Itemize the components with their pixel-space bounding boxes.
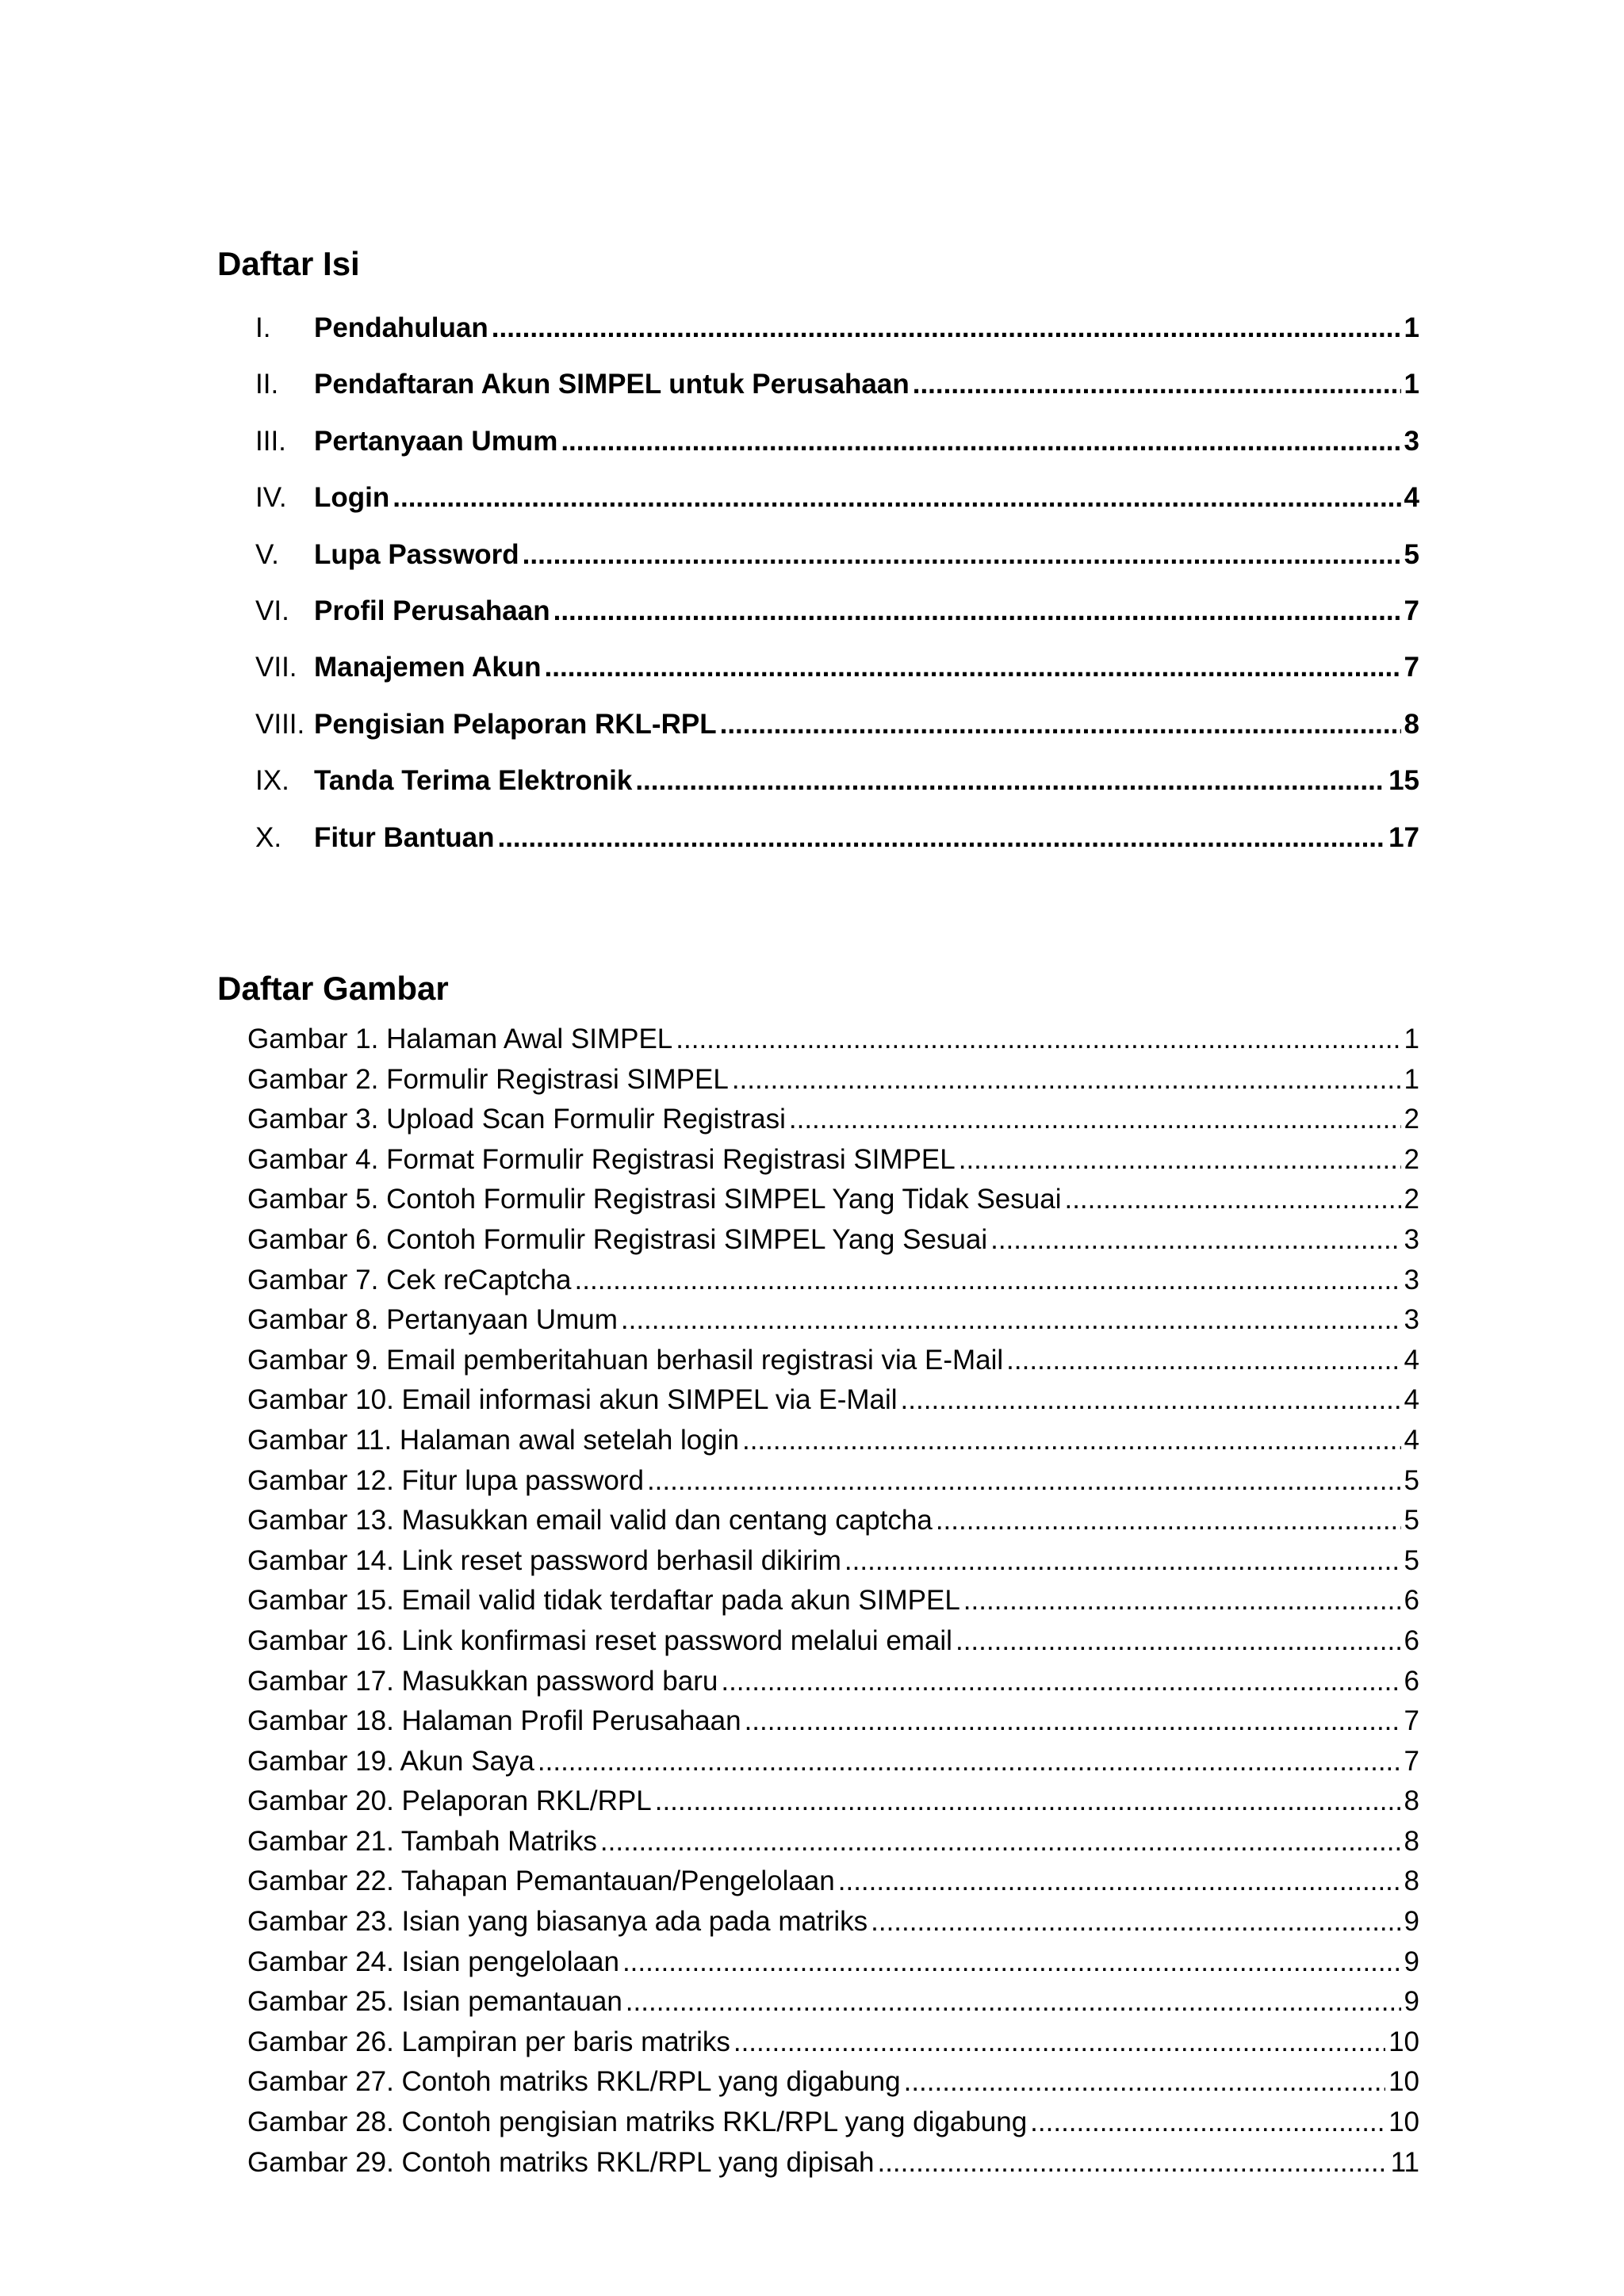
- figure-entry[interactable]: [247, 1342, 1419, 1383]
- figure-entry[interactable]: [247, 1663, 1419, 1704]
- figure-entry-page: 3: [1404, 1223, 1419, 1255]
- figures-heading: Daftar Gambar: [217, 970, 449, 1007]
- toc-entry[interactable]: [255, 424, 1419, 480]
- figure-entry-title: Gambar 3. Upload Scan Formulir Registrasi: [247, 1104, 786, 1135]
- figure-entry-title: Gambar 17. Masukkan password baru: [247, 1665, 718, 1697]
- toc-entry-number: VIII.: [255, 708, 305, 740]
- figure-entry-title: Gambar 28. Contoh pengisian matriks RKL/RPL yang digabung: [247, 2107, 1028, 2138]
- figure-entry[interactable]: [247, 1582, 1419, 1623]
- figure-entry-title: Gambar 22. Tahapan Pemantauan/Pengelolaan: [247, 1866, 835, 1897]
- figure-entry-title: Gambar 10. Email informasi akun SIMPEL via E-Mail: [247, 1384, 898, 1416]
- figure-entry[interactable]: [247, 1783, 1419, 1823]
- dot-leader: [626, 1984, 1401, 2020]
- toc-entry-link[interactable]: [314, 763, 1419, 798]
- figure-entry[interactable]: [247, 1382, 1419, 1422]
- toc-entry[interactable]: [255, 763, 1419, 820]
- dot-leader: [538, 1743, 1401, 1780]
- figure-entry[interactable]: [247, 2064, 1419, 2104]
- dot-leader: [745, 1703, 1401, 1739]
- dot-leader: [523, 538, 1401, 572]
- dot-leader: [732, 1062, 1401, 1098]
- toc-entry-title: Fitur Bantuan: [314, 821, 495, 853]
- figure-entry-title: Gambar 19. Akun Saya: [247, 1745, 534, 1777]
- toc-entry-page: 7: [1404, 652, 1419, 683]
- dot-leader: [492, 311, 1401, 346]
- figure-entry[interactable]: [247, 1021, 1419, 1062]
- dot-leader: [838, 1863, 1401, 1900]
- toc-entry-page: 15: [1388, 765, 1419, 797]
- figure-entry-page: 5: [1404, 1544, 1419, 1576]
- toc-entry-link[interactable]: [314, 424, 1419, 459]
- figure-entry[interactable]: [247, 1062, 1419, 1102]
- dot-leader: [553, 594, 1401, 629]
- figure-entry[interactable]: [247, 1181, 1419, 1222]
- toc-entry-title: Login: [314, 482, 390, 514]
- figure-entry-title: Gambar 20. Pelaporan RKL/RPL: [247, 1785, 652, 1817]
- figure-entry-page: 6: [1404, 1585, 1419, 1617]
- toc-heading: Daftar Isi: [217, 245, 360, 282]
- figure-entry-page: 11: [1390, 2146, 1419, 2178]
- dot-leader: [956, 1623, 1401, 1659]
- toc-entry-link[interactable]: [314, 480, 1419, 515]
- figure-entry[interactable]: [247, 1142, 1419, 1182]
- figure-entry[interactable]: [247, 2104, 1419, 2145]
- toc-entry-number: V.: [255, 538, 279, 570]
- dot-leader: [561, 424, 1400, 459]
- figure-entry-page: 2: [1404, 1104, 1419, 1135]
- toc-entry-page: 1: [1404, 369, 1419, 400]
- toc-entry-number: IV.: [255, 482, 287, 514]
- figure-entry-page: 9: [1404, 1986, 1419, 2018]
- toc-entry[interactable]: [255, 707, 1419, 763]
- figure-entry-page: 1: [1404, 1063, 1419, 1095]
- toc-entry-page: 8: [1404, 708, 1419, 740]
- figure-entry-title: Gambar 5. Contoh Formulir Registrasi SIMPEL Yang Tidak Sesuai: [247, 1184, 1062, 1215]
- toc-entry-link[interactable]: [314, 821, 1419, 855]
- toc-entry[interactable]: [255, 594, 1419, 650]
- dot-leader: [871, 1904, 1400, 1940]
- toc-entry-number: III.: [255, 425, 286, 457]
- figure-entry-title: Gambar 11. Halaman awal setelah login: [247, 1424, 739, 1456]
- figure-entry-page: 7: [1404, 1745, 1419, 1777]
- figure-entry-page: 10: [1388, 2026, 1419, 2057]
- dot-leader: [497, 821, 1385, 855]
- dot-leader: [575, 1262, 1401, 1299]
- figure-entry-title: Gambar 18. Halaman Profil Perusahaan: [247, 1705, 741, 1737]
- dot-leader: [733, 2024, 1385, 2061]
- dot-leader: [635, 763, 1385, 798]
- figure-entry-page: 9: [1404, 1946, 1419, 1977]
- toc-entry-number: I.: [255, 312, 271, 343]
- figure-entry-page: 6: [1404, 1624, 1419, 1656]
- figure-entry-title: Gambar 24. Isian pengelolaan: [247, 1946, 619, 1977]
- toc-entry-title: Lupa Password: [314, 538, 519, 570]
- dot-leader: [913, 367, 1401, 402]
- figure-entry-page: 10: [1388, 2107, 1419, 2138]
- figure-entry[interactable]: [247, 1904, 1419, 1944]
- toc-entry[interactable]: [255, 821, 1419, 877]
- figure-entry-title: Gambar 23. Isian yang biasanya ada pada matriks: [247, 1906, 868, 1938]
- dot-leader: [393, 480, 1400, 515]
- figure-entry-title: Gambar 9. Email pemberitahuan berhasil registrasi via E-Mail: [247, 1344, 1004, 1376]
- figure-entry-title: Gambar 12. Fitur lupa password: [247, 1464, 644, 1496]
- dot-leader: [622, 1944, 1401, 1980]
- figure-entry-page: 3: [1404, 1264, 1419, 1295]
- toc-entry-title: Pendahuluan: [314, 312, 488, 343]
- dot-leader: [720, 707, 1401, 742]
- figure-entry[interactable]: [247, 1422, 1419, 1463]
- figure-entry-title: Gambar 27. Contoh matriks RKL/RPL yang digabung: [247, 2066, 901, 2098]
- figure-entry-page: 7: [1404, 1705, 1419, 1737]
- figure-entry[interactable]: [247, 1543, 1419, 1583]
- toc-entry-number: II.: [255, 369, 279, 400]
- figure-entry-title: Gambar 2. Formulir Registrasi SIMPEL: [247, 1063, 729, 1095]
- dot-leader: [1030, 2104, 1385, 2141]
- dot-leader: [600, 1823, 1401, 1860]
- figure-entry-title: Gambar 7. Cek reCaptcha: [247, 1264, 572, 1295]
- toc-entry[interactable]: [255, 480, 1419, 537]
- toc-entry-page: 5: [1404, 538, 1419, 570]
- toc-entry-number: VI.: [255, 595, 289, 626]
- figure-entry-title: Gambar 6. Contoh Formulir Registrasi SIMPEL Yang Sesuai: [247, 1223, 988, 1255]
- figure-entry[interactable]: [247, 1101, 1419, 1142]
- figure-entry[interactable]: [247, 1823, 1419, 1864]
- figure-entry[interactable]: [247, 1743, 1419, 1784]
- dot-leader: [936, 1502, 1401, 1539]
- figure-entry-title: Gambar 16. Link konfirmasi reset password melalui email: [247, 1624, 952, 1656]
- toc-entry-number: IX.: [255, 765, 289, 797]
- toc-entry-number: VII.: [255, 652, 297, 683]
- figure-entry[interactable]: [247, 2024, 1419, 2064]
- dot-leader: [545, 650, 1401, 685]
- dot-leader: [904, 2064, 1385, 2100]
- figure-entry[interactable]: [247, 1863, 1419, 1904]
- toc-entry-title: Pendaftaran Akun SIMPEL untuk Perusahaan: [314, 369, 910, 400]
- figure-entry-page: 4: [1404, 1344, 1419, 1376]
- toc-entry-title: Pertanyaan Umum: [314, 425, 558, 457]
- figure-entry-title: Gambar 4. Format Formulir Registrasi Registrasi SIMPEL: [247, 1143, 956, 1175]
- dot-leader: [621, 1302, 1401, 1338]
- toc-entry-link[interactable]: [314, 650, 1419, 685]
- figure-entry-page: 5: [1404, 1505, 1419, 1536]
- figure-entry-page: 6: [1404, 1665, 1419, 1697]
- toc-entry[interactable]: [255, 538, 1419, 594]
- figure-entry-page: 8: [1404, 1866, 1419, 1897]
- figure-entry-title: Gambar 21. Tambah Matriks: [247, 1825, 597, 1857]
- dot-leader: [963, 1582, 1401, 1619]
- dot-leader: [1006, 1342, 1400, 1379]
- toc-list: [255, 311, 1419, 877]
- figure-entry-title: Gambar 29. Contoh matriks RKL/RPL yang dipisah: [247, 2146, 875, 2178]
- figure-entry-title: Gambar 14. Link reset password berhasil dikirim: [247, 1544, 841, 1576]
- figure-entry-page: 2: [1404, 1184, 1419, 1215]
- toc-entry[interactable]: [255, 311, 1419, 367]
- figure-entry-page: 8: [1404, 1825, 1419, 1857]
- figure-entry-page: 1: [1404, 1024, 1419, 1054]
- figures-list: [247, 1021, 1419, 2184]
- figure-entry-title: Gambar 15. Email valid tidak terdaftar pada akun SIMPEL: [247, 1585, 960, 1617]
- figure-entry-title: Gambar 26. Lampiran per baris matriks: [247, 2026, 730, 2057]
- dot-leader: [789, 1101, 1401, 1138]
- dot-leader: [990, 1222, 1400, 1258]
- toc-entry[interactable]: [255, 650, 1419, 706]
- figure-entry[interactable]: [247, 2145, 1419, 2185]
- dot-leader: [959, 1142, 1401, 1178]
- figure-entry[interactable]: [247, 1703, 1419, 1743]
- toc-entry-title: Pengisian Pelaporan RKL-RPL: [314, 708, 717, 740]
- figure-entry-page: 10: [1388, 2066, 1419, 2098]
- figure-entry-page: 8: [1404, 1785, 1419, 1817]
- figure-entry[interactable]: [247, 1222, 1419, 1262]
- toc-entry-page: 1: [1404, 312, 1419, 343]
- dot-leader: [845, 1543, 1401, 1579]
- toc-entry-title: Tanda Terima Elektronik: [314, 765, 633, 797]
- dot-leader: [1064, 1181, 1400, 1218]
- dot-leader: [877, 2145, 1387, 2181]
- toc-entry-page: 17: [1388, 821, 1419, 853]
- toc-entry-title: Manajemen Akun: [314, 652, 542, 683]
- toc-entry-link[interactable]: [314, 594, 1419, 629]
- dot-leader: [901, 1382, 1401, 1418]
- toc-entry-number: X.: [255, 821, 282, 853]
- figure-entry-title: Gambar 13. Masukkan email valid dan centang captcha: [247, 1505, 933, 1536]
- toc-entry-page: 3: [1404, 425, 1419, 457]
- figure-entry[interactable]: [247, 1502, 1419, 1543]
- figure-entry-page: 9: [1404, 1906, 1419, 1938]
- figure-entry-page: 2: [1404, 1143, 1419, 1175]
- figure-entry[interactable]: [247, 1302, 1419, 1342]
- toc-entry[interactable]: [255, 367, 1419, 423]
- toc-entry-link[interactable]: [314, 367, 1419, 402]
- figure-entry-page: 3: [1404, 1304, 1419, 1336]
- dot-leader: [647, 1463, 1401, 1499]
- figure-entry-title: Gambar 25. Isian pemantauan: [247, 1986, 622, 2018]
- figure-entry-page: 4: [1404, 1424, 1419, 1456]
- figure-entry[interactable]: [247, 1262, 1419, 1303]
- figure-entry-title: Gambar 8. Pertanyaan Umum: [247, 1304, 618, 1336]
- toc-entry-link[interactable]: [314, 311, 1419, 346]
- toc-entry-title: Profil Perusahaan: [314, 595, 550, 626]
- toc-entry-page: 7: [1404, 595, 1419, 626]
- figure-entry-title: Gambar 1. Halaman Awal SIMPEL: [247, 1024, 673, 1054]
- dot-leader: [742, 1422, 1401, 1459]
- figure-entry[interactable]: [247, 1623, 1419, 1663]
- toc-entry-link[interactable]: [314, 538, 1419, 572]
- figure-entry-page: 4: [1404, 1384, 1419, 1416]
- figure-entry[interactable]: [247, 1944, 1419, 1984]
- dot-leader: [676, 1021, 1400, 1058]
- dot-leader: [655, 1783, 1401, 1820]
- figure-entry[interactable]: [247, 1984, 1419, 2024]
- toc-entry-page: 4: [1404, 482, 1419, 514]
- figure-entry-page: 5: [1404, 1464, 1419, 1496]
- dot-leader: [721, 1663, 1400, 1700]
- figure-entry[interactable]: [247, 1463, 1419, 1503]
- toc-entry-link[interactable]: [314, 707, 1419, 742]
